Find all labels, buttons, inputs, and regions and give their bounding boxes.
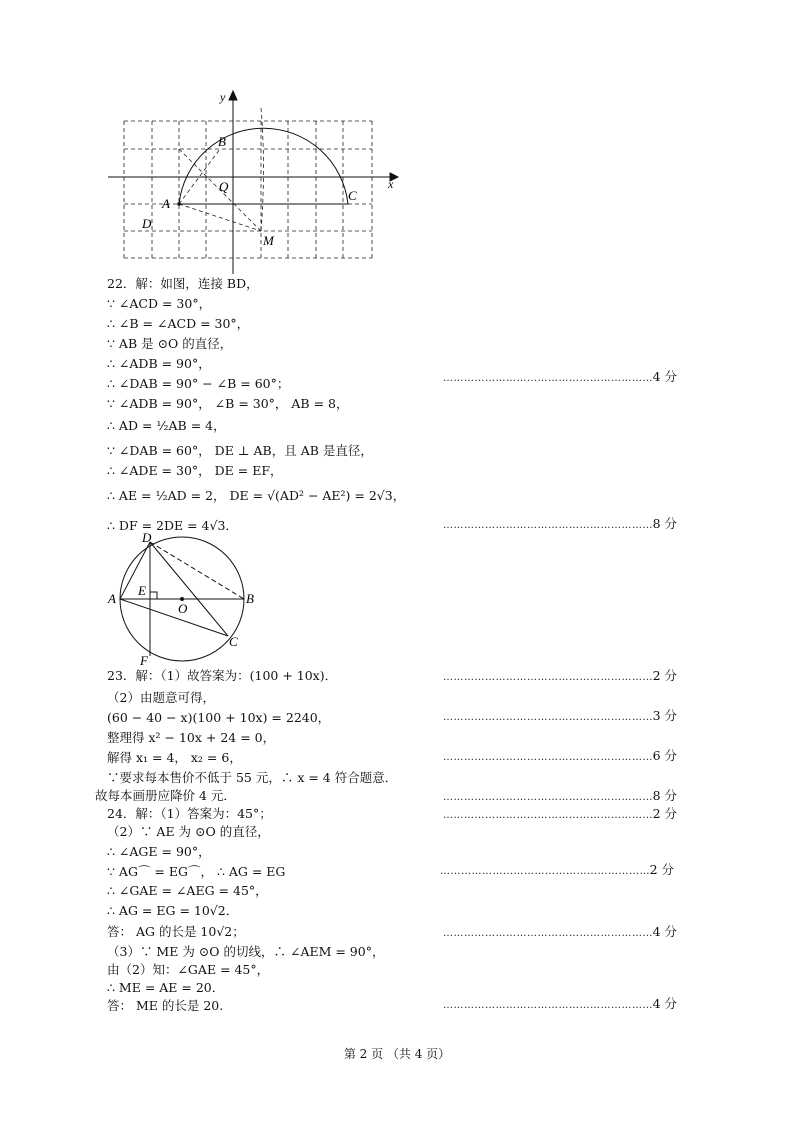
solution-line: 24．解：（1）答案为：45°；	[107, 806, 272, 821]
solution-line: （2）∵ AE 为 ⊙O 的直径，	[107, 824, 270, 839]
score-marker: ………………………………………………………………………………………… 8 分	[443, 788, 677, 806]
solution-line: ∴ ∠AGE = 90°，	[107, 844, 211, 859]
score-marker: ………………………………………………………………………………………… 6 分	[443, 748, 677, 766]
solution-line: ∴ AG = EG = 10√2．	[107, 903, 239, 918]
score-marker: ………………………………………………………………………………………… 4 分	[443, 924, 677, 942]
solution-line: ∴ ∠GAE = ∠AEG = 45°，	[107, 883, 268, 898]
point-a-label: A	[162, 196, 170, 211]
point-c-label: C	[348, 188, 357, 203]
solution-line: ∵ ∠DAB = 60°， DE ⊥ AB，且 AB 是直径，	[107, 443, 373, 458]
solution-line: 由（2）知：∠GAE = 45°，	[107, 962, 270, 977]
score-marker: ………………………………………………………………………………………… 2 分	[440, 862, 674, 880]
point-q-label: Q	[219, 179, 229, 194]
solution-line: ∴ AE = ½AD = 2， DE = √(AD² − AE²) = 2√3，	[107, 488, 406, 503]
circle-geometry-figure	[100, 528, 270, 668]
solution-line: ∴ AD = ½AB = 4，	[107, 418, 226, 433]
solution-line: ∵ AB 是 ⊙O 的直径，	[107, 336, 233, 351]
solution-line: ∴ ∠B = ∠ACD = 30°，	[107, 316, 250, 331]
solution-line: 答： AG 的长是 10√2；	[107, 924, 245, 939]
solution-line: 23．解：（1）故答案为：(100 + 10x)．	[107, 668, 338, 683]
solution-line: ∵要求每本售价不低于 55 元，∴ x = 4 符合题意．	[107, 770, 398, 785]
solution-line: 答： ME 的长是 20.	[107, 998, 224, 1013]
point-b-label: B	[246, 591, 254, 606]
score-marker: ………………………………………………………………………………………… 3 分	[443, 708, 677, 726]
solution-line: 解得 x₁ = 4， x₂ = 6，	[107, 750, 242, 765]
point-b-label: B	[218, 134, 226, 149]
score-marker: ………………………………………………………………………………………… 8 分	[443, 516, 677, 534]
solution-line: 整理得 x² − 10x + 24 = 0，	[107, 730, 276, 745]
point-c-label: C	[229, 634, 238, 649]
solution-line: （3）∵ ME 为 ⊙O 的切线，∴ ∠AEM = 90°，	[107, 944, 385, 959]
solution-line: ∴ ∠ADE = 30°， DE = EF，	[107, 463, 283, 478]
solution-line: ∴ ME = AE = 20．	[107, 980, 225, 995]
solution-line: 22．解：如图，连接 BD，	[107, 276, 259, 291]
solution-line: (60 − 40 − x)(100 + 10x) = 2240，	[107, 710, 331, 725]
solution-line: （2）由题意可得，	[107, 690, 215, 705]
score-marker: ………………………………………………………………………………………… 4 分	[443, 369, 677, 387]
point-e-label: E	[138, 583, 146, 598]
axis-x-label: x	[388, 177, 394, 191]
solution-line: ∴ ∠DAB = 90° − ∠B = 60°；	[107, 376, 290, 391]
point-o-label: O	[178, 601, 188, 616]
solution-line: ∴ ∠ADB = 90°，	[107, 356, 211, 371]
score-marker: ………………………………………………………………………………………… 2 分	[443, 668, 677, 686]
solution-line: ∵ ∠ADB = 90°， ∠B = 30°， AB = 8，	[107, 396, 349, 411]
score-marker: ………………………………………………………………………………………… 2 分	[443, 806, 677, 824]
point-m-label: M	[263, 233, 274, 248]
solution-line: ∴ DF = 2DE = 4√3．	[107, 518, 238, 533]
solution-line: ∵ ∠ACD = 30°，	[107, 296, 212, 311]
point-f-label: F	[140, 653, 148, 668]
coordinate-grid-figure	[100, 88, 405, 278]
axis-y-label: y	[220, 90, 226, 104]
solution-line: ∵ AG⌒ = EG⌒， ∴ AG = EG	[107, 864, 286, 879]
point-d-label: D	[142, 530, 152, 545]
page-footer: 第 2 页 （共 4 页）	[343, 1047, 451, 1061]
point-a-label: A	[108, 591, 116, 606]
solution-line: 故每本画册应降价 4 元．	[95, 788, 236, 803]
score-marker: ………………………………………………………………………………………… 4 分	[443, 996, 677, 1014]
point-d-label: D	[142, 216, 152, 231]
